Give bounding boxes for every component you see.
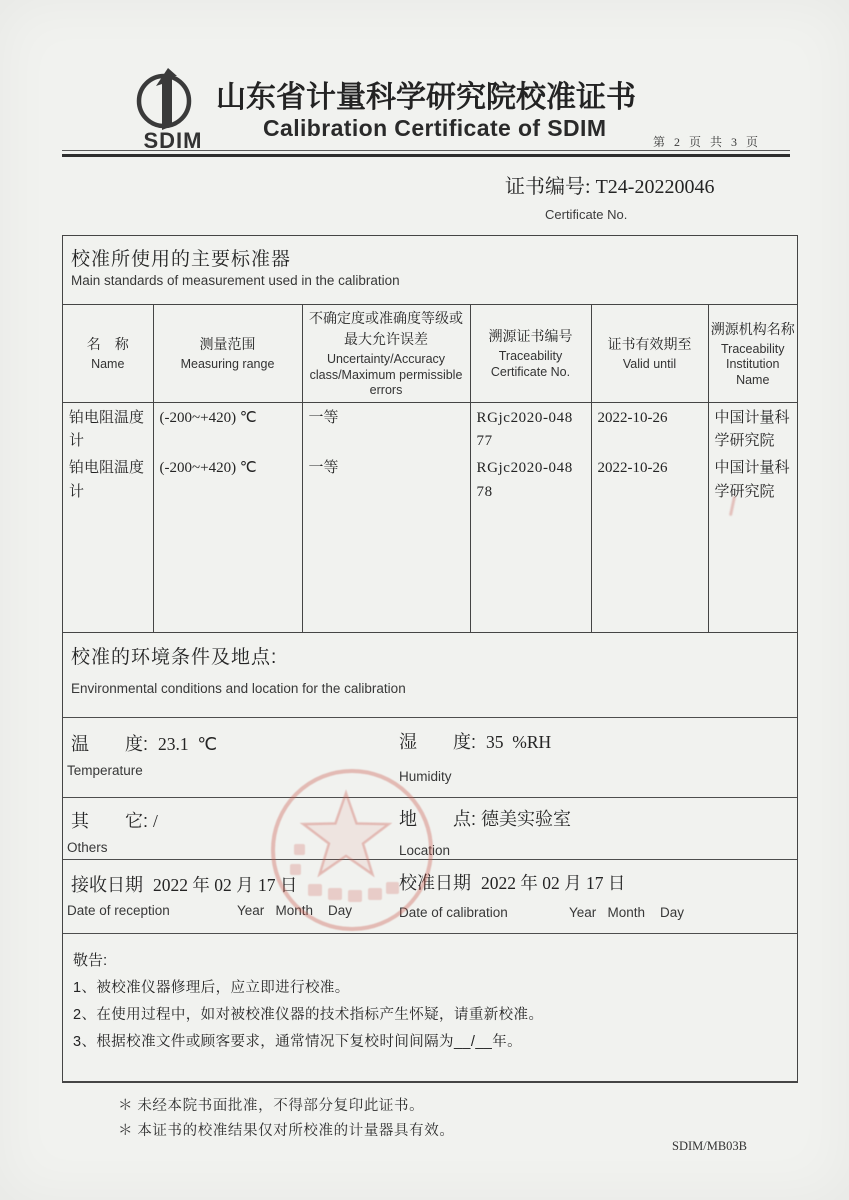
cell-valid-until: 2022-10-26: [591, 402, 708, 453]
calibration-date-value: 2022 年 02 月 17 日: [481, 873, 626, 893]
cell-cert-no: RGjc2020-04877: [470, 402, 591, 453]
others-label: 其 它:: [71, 811, 154, 831]
form-code: SDIM/MB03B: [672, 1139, 748, 1153]
environment-section-title-en: Environmental conditions and location for the calibration: [71, 681, 406, 696]
certificate-number-label-en: Certificate No.: [545, 207, 628, 222]
date-units-en: Year Month Day: [569, 905, 685, 920]
temperature-value: 23.1: [158, 734, 189, 754]
cell-institution: 中国计量科学研究院: [714, 409, 790, 450]
humidity-field: [399, 728, 551, 754]
others-value: /: [153, 811, 158, 831]
certificate-title-cn: 山东省计量科学研究院校准证书: [216, 81, 636, 114]
divider: [63, 859, 797, 860]
certificate-number-value: T24-20220046: [595, 176, 715, 198]
reception-date-field: [71, 871, 297, 897]
environment-section-title-cn: 校准的环境条件及地点:: [71, 647, 278, 668]
location-label: 地 点:: [399, 809, 482, 829]
divider: [63, 933, 797, 934]
cell-range: (-200~+420) ℃: [153, 402, 302, 453]
others-field: [71, 807, 158, 833]
cell-uncertainty: 一等: [302, 402, 470, 453]
col-header-name: 名 称 Name: [63, 305, 153, 403]
table-empty-space: [63, 504, 797, 633]
humidity-label-en: Humidity: [399, 769, 452, 784]
col-header-range: 测量范围 Measuring range: [153, 305, 302, 403]
sdim-logo-text: SDIM: [143, 128, 203, 153]
calibration-date-field: [399, 869, 625, 895]
humidity-label: 湿 度:: [399, 732, 487, 752]
reception-date-value: 2022 年 02 月 17 日: [153, 875, 298, 895]
cell-institution: 中国计量科学研究院: [714, 460, 790, 500]
reception-date-label-en: Date of reception Year Month Day: [67, 903, 353, 918]
notice-item-2: 2、在使用过程中，如对被校准仪器的技术指标产生怀疑，请重新校准。: [73, 1007, 544, 1023]
page-number-info: 第 2 页 共 3 页: [653, 135, 762, 149]
notice-item-1: 1、被校准仪器修理后，应立即进行校准。: [73, 980, 350, 996]
certificate-number: [505, 170, 714, 199]
header-divider: [62, 150, 790, 157]
sdim-logo-icon: [128, 62, 218, 154]
cell-name: 铂电阻温度计: [63, 402, 153, 453]
divider: [63, 797, 797, 798]
standards-table: [63, 304, 797, 633]
standards-section-title-en: Main standards of measurement used in the calibration: [71, 273, 400, 288]
location-field: [399, 805, 571, 831]
humidity-value: 35: [486, 732, 504, 752]
calibration-date-label: 校准日期: [399, 873, 482, 893]
certificate-title-en: Calibration Certificate of SDIM: [263, 115, 607, 141]
standards-header-row: [63, 305, 797, 403]
footer-note-1: ＊ 未经本院书面批准，不得部分复印此证书。: [118, 1098, 425, 1114]
others-label-en: Others: [67, 840, 108, 855]
temperature-label: 温 度:: [71, 734, 159, 754]
cell-valid-until: 2022-10-26: [591, 453, 708, 504]
cell-name: 铂电阻温度计: [63, 453, 153, 504]
location-label-en: Location: [399, 843, 451, 858]
footer-note-2: ＊ 本证书的校准结果仅对所校准的计量器具有效。: [118, 1123, 455, 1139]
calibration-date-label-en: Date of calibration Year Month Day: [399, 905, 685, 920]
col-header-institution: 溯源机构名称 Traceability Institution Name: [708, 305, 797, 403]
standards-section-title-cn: 校准所使用的主要标准器: [71, 249, 292, 270]
table-row: [63, 402, 797, 453]
notice-item-3: 3、根据校准文件或顾客要求，通常情况下复校时间间隔为__/__年。: [73, 1034, 523, 1050]
table-row: [63, 453, 797, 504]
temperature-unit: ℃: [188, 734, 218, 754]
location-value: 德美实验室: [481, 809, 572, 829]
divider: [63, 717, 797, 718]
cell-cert-no: RGjc2020-04878: [470, 453, 591, 504]
temperature-label-en: Temperature: [67, 763, 143, 778]
col-header-valid-until: 证书有效期至 Valid until: [591, 305, 708, 403]
certificate-body-box: [62, 235, 798, 1083]
notice-title: 敬告:: [73, 952, 108, 969]
col-header-uncertainty: 不确定度或准确度等级或最大允许误差 Uncertainty/Accuracy class/Maximum permissible errors: [302, 305, 470, 403]
temperature-field: [71, 730, 217, 756]
humidity-unit: %RH: [503, 732, 552, 752]
certificate-number-label: 证书编号:: [505, 176, 596, 198]
cell-range: (-200~+420) ℃: [153, 453, 302, 504]
cell-uncertainty: 一等: [302, 453, 470, 504]
col-header-traceability-cert: 溯源证书编号 Traceability Certificate No.: [470, 305, 591, 403]
reception-date-label: 接收日期: [71, 875, 154, 895]
date-units-en: Year Month Day: [237, 903, 353, 918]
